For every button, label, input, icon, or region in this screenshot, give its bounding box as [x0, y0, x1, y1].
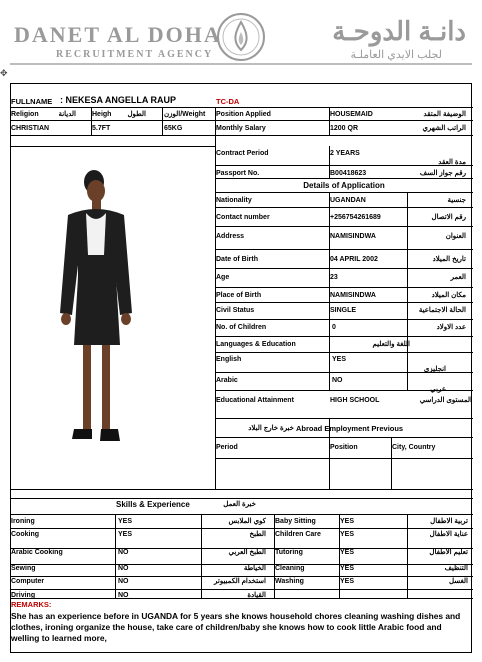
abroad-title-ar: خبرة خارج البلاد	[248, 425, 294, 432]
birthplace-label-ar: مكان الميلاد	[431, 292, 466, 299]
children-label-ar: عدد الاولاد	[436, 324, 466, 331]
abroad-title: Abroad Employment Previous	[296, 424, 404, 433]
education-label-ar: المستوى الدراسي	[419, 397, 472, 404]
abroad-col-period: Period	[216, 444, 238, 451]
position-label-ar: الوضيفة المتقد	[423, 111, 466, 118]
company-logo-icon	[214, 10, 268, 64]
skill-childcare-ar: عناية الاطفال	[429, 531, 468, 538]
skill-computer-label: Computer	[11, 578, 45, 585]
skill-cleaning-ar: التنظيف	[444, 565, 468, 572]
skill-ironing-label: Ironing	[11, 518, 35, 525]
abroad-col-position: Position	[330, 444, 358, 451]
skill-cleaning-label: Cleaning	[275, 565, 305, 572]
skill-babysitting-value: YES	[340, 518, 355, 525]
skill-sewing-label: Sewing	[11, 565, 36, 572]
skill-tutoring-label: Tutoring	[275, 549, 303, 556]
skill-cooking-ar: الطبخ	[249, 531, 266, 538]
religion-value: CHRISTIAN	[11, 125, 50, 132]
children-label: No. of Children	[216, 324, 267, 331]
address-label: Address	[216, 233, 245, 240]
position-label: Position Applied	[216, 111, 271, 118]
english-label: English	[216, 356, 242, 363]
skill-arabic-cooking-label: Arabic Cooking	[11, 549, 63, 556]
contract-label-ar: مدة العقد	[438, 159, 466, 166]
age-value: 23	[330, 274, 338, 281]
children-value: 0	[332, 324, 336, 331]
fullname-label: FULLNAME	[11, 97, 53, 106]
contact-label-ar: رقم الاتصال	[431, 214, 466, 221]
languages-label-ar: اللغة والتعليم	[372, 341, 410, 348]
religion-label-ar: الديانة	[58, 111, 76, 118]
contact-label: Contact number	[216, 214, 270, 221]
header-divider	[10, 63, 472, 65]
skill-ironing-value: YES	[118, 518, 133, 525]
passport-label-ar: رقم جواز السف	[419, 170, 466, 177]
civil-status-value: SINGLE	[330, 307, 357, 314]
skill-ironing-ar: كوي الملابس	[228, 518, 266, 525]
address-value: NAMISINDWA	[330, 233, 376, 240]
age-label: Age	[216, 274, 230, 281]
skill-cooking-value: YES	[118, 531, 133, 538]
languages-label: Languages & Education	[216, 341, 296, 348]
age-label-ar: العمر	[450, 274, 466, 281]
company-subtitle-ar: لجلب الايدي العاملـة	[350, 49, 442, 61]
skills-title: Skills & Experience	[116, 500, 190, 509]
education-value: HIGH SCHOOL	[330, 397, 380, 404]
remarks-text: She has an experience before in UGANDA for 5 years she knows household chores cleaning washing dishes and clothes, ironing organize the house, take care of children/baby she knows how to cook little Arabic food and welling to learned more,	[11, 611, 461, 643]
skill-arabic-cooking-ar: الطبخ العربي	[228, 549, 266, 556]
weight-value: 65KG	[164, 125, 183, 132]
arabic-value: NO	[332, 377, 343, 384]
arabic-label: Arabic	[216, 377, 238, 384]
contact-value: +256754261689	[330, 214, 381, 221]
civil-status-label-ar: الحالة الاجتماعية	[418, 307, 466, 314]
dob-label-ar: تاريخ الميلاد	[432, 256, 466, 263]
salary-label: Monthly Salary	[216, 125, 266, 132]
skill-sewing-ar: الخياطة	[243, 565, 266, 572]
religion-label: Religion	[11, 111, 39, 118]
skill-computer-value: NO	[118, 578, 129, 585]
skill-childcare-label: Children Care	[275, 531, 321, 538]
civil-status-label: Civil Status	[216, 307, 255, 314]
salary-value: 1200 QR	[330, 125, 359, 132]
skill-driving-value: NO	[118, 592, 129, 599]
height-value: 5.7FT	[92, 125, 111, 132]
height-label: Heigh	[92, 111, 112, 118]
company-name-ar: دانـة الدوحـة	[332, 16, 466, 46]
skill-cooking-label: Cooking	[11, 531, 39, 538]
dob-label: Date of Birth	[216, 256, 258, 263]
company-name-en: DANET AL DOHA	[14, 22, 222, 47]
reference-code: TC-DA	[216, 97, 240, 106]
arabic-label-ar: عربي	[430, 386, 446, 393]
skill-washing-value: YES	[340, 578, 355, 585]
english-label-ar: انجليزي	[423, 366, 446, 373]
skill-cleaning-value: YES	[340, 565, 355, 572]
birthplace-label: Place of Birth	[216, 292, 262, 299]
contract-label: Contract Period	[216, 150, 269, 157]
nationality-label-ar: جنسية	[447, 197, 466, 204]
skill-arabic-cooking-value: NO	[118, 549, 129, 556]
remarks-label: REMARKS:	[11, 600, 52, 609]
fullname-value: : NEKESA ANGELLA RAUP	[60, 95, 177, 105]
dob-value: 04 APRIL 2002	[330, 256, 378, 263]
address-label-ar: العنوان	[445, 233, 466, 240]
skill-driving-ar: القيادة	[247, 592, 266, 599]
skill-sewing-value: NO	[118, 565, 129, 572]
skill-driving-label: Driving	[11, 592, 36, 599]
application-title: Details of Application	[303, 181, 385, 190]
letterhead	[0, 0, 482, 66]
nationality-label: Nationality	[216, 197, 252, 204]
skill-babysitting-ar: تربية الاطفال	[430, 518, 468, 525]
salary-label-ar: الراتب الشهري	[422, 125, 466, 132]
english-value: YES	[332, 356, 347, 363]
company-subtitle-en: RECRUITMENT AGENCY	[56, 49, 214, 60]
position-value: HOUSEMAID	[330, 111, 373, 118]
skill-babysitting-label: Baby Sitting	[275, 518, 316, 525]
abroad-col-city: City, Country	[392, 444, 436, 451]
skill-washing-label: Washing	[275, 578, 304, 585]
birthplace-value: NAMISINDWA	[330, 292, 376, 299]
table-move-handle-icon[interactable]: ✥	[0, 68, 8, 78]
passport-label: Passport No.	[216, 170, 260, 177]
skill-tutoring-ar: تعليم الاطفال	[429, 549, 468, 556]
height-label-ar: الطول	[127, 111, 146, 118]
passport-value: B00418623	[330, 170, 367, 177]
skill-tutoring-value: YES	[340, 549, 355, 556]
skill-childcare-value: YES	[340, 531, 355, 538]
applicant-photo	[50, 167, 146, 467]
education-label: Educational Attainment	[216, 397, 294, 404]
contract-value: 2 YEARS	[330, 150, 360, 157]
nationality-value: UGANDAN	[330, 197, 366, 204]
skill-computer-ar: استخدام الكمبيوتر	[214, 578, 266, 585]
skill-washing-ar: الغسل	[448, 578, 468, 585]
weight-label: الوزن/Weight	[164, 111, 206, 118]
skills-title-ar: خبرة العمل	[223, 501, 256, 508]
